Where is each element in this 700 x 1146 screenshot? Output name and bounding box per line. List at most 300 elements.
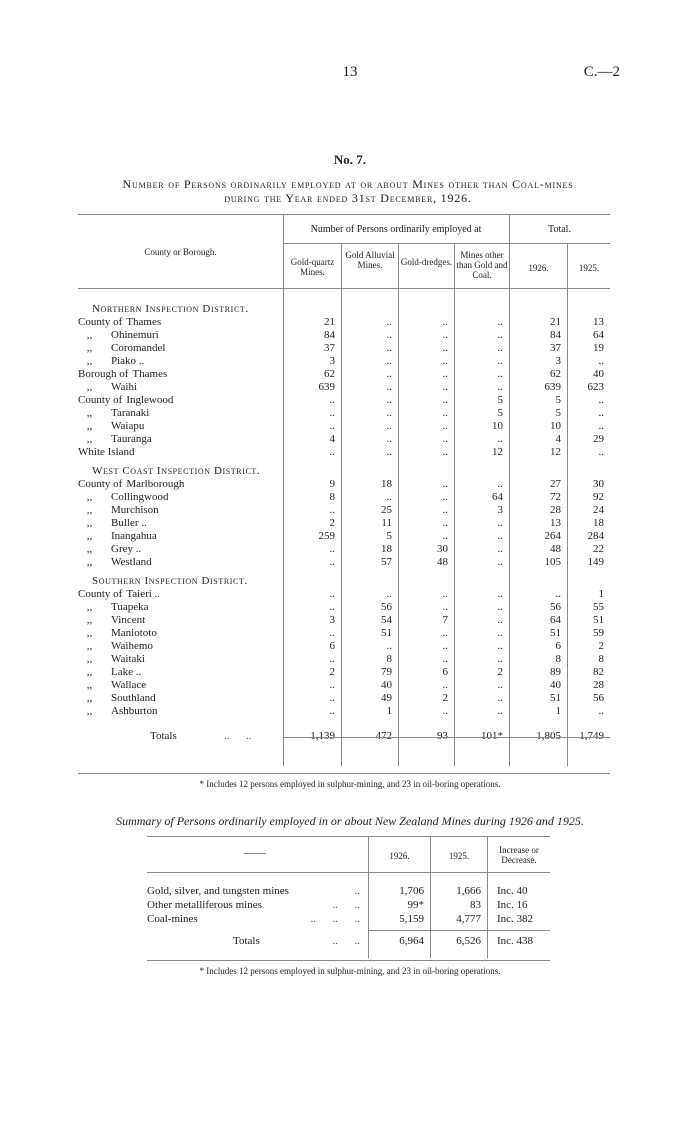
county-header: County or Borough. (144, 247, 217, 257)
table-row (78, 446, 610, 459)
row-value: 21 (324, 316, 335, 328)
row-name: Waihi (111, 381, 137, 393)
row-prefix: ,, (86, 491, 93, 503)
row-prefix: Borough of (78, 368, 129, 380)
row-value: .. (442, 679, 448, 691)
row-value: .. (497, 601, 503, 613)
row-value: 3 (329, 355, 335, 367)
row-value: 30 (593, 478, 604, 490)
summary-header-rule (147, 872, 550, 873)
row-name: Westland (111, 556, 152, 568)
row-value: .. (497, 543, 503, 555)
table-row (78, 316, 610, 329)
row-value: .. (497, 342, 503, 354)
row-value: 6 (329, 640, 335, 652)
row-value: 56 (381, 601, 392, 613)
summary-header-1925: 1925. (448, 851, 470, 861)
summary-1926-value: 1,706 (399, 885, 424, 897)
row-label (78, 446, 283, 459)
row-name: Waihemo (111, 640, 153, 652)
row-name: Wallace (111, 679, 147, 691)
table-row (78, 368, 610, 381)
row-value: .. (329, 407, 335, 419)
row-name: Inangahua (111, 530, 157, 542)
row-value: .. (497, 530, 503, 542)
row-value: 62 (324, 368, 335, 380)
row-value: .. (442, 381, 448, 393)
summary-row (147, 912, 550, 926)
section-heading: Northern Inspection District. (92, 303, 249, 315)
row-label (78, 355, 283, 368)
row-label (78, 478, 283, 491)
row-value: 56 (593, 692, 604, 704)
row-value: 105 (544, 556, 561, 568)
row-value: 27 (550, 478, 561, 490)
table-bottom-rule (78, 773, 610, 774)
row-name: Waitaki (111, 653, 145, 665)
section-heading: Southern Inspection District. (92, 575, 248, 587)
row-name: Collingwood (111, 491, 169, 503)
row-value: .. (329, 394, 335, 406)
summary-footnote: * Includes 12 persons employed in sulphur-mining, and 23 in oil-boring operations. (199, 966, 501, 976)
row-value: 3 (497, 504, 503, 516)
row-value: .. (442, 530, 448, 542)
row-value: .. (329, 627, 335, 639)
row-value: 84 (550, 329, 561, 341)
row-prefix: ,, (86, 407, 93, 419)
row-value: 48 (550, 543, 561, 555)
row-value: 18 (381, 478, 392, 490)
gold-dredges-header: Gold-dredges. (400, 257, 453, 267)
totals-label-text: Totals (150, 730, 177, 742)
row-value: .. (442, 368, 448, 380)
row-value: .. (442, 420, 448, 432)
table-row (78, 705, 610, 718)
row-value: 284 (587, 530, 604, 542)
row-value: 264 (544, 530, 561, 542)
row-value: .. (442, 433, 448, 445)
row-value: .. (329, 556, 335, 568)
row-value: .. (442, 640, 448, 652)
row-value: .. (598, 407, 604, 419)
row-value: .. (386, 381, 392, 393)
total-header-rule (509, 243, 610, 244)
row-label (78, 316, 283, 329)
summary-change-value: Inc. 40 (497, 885, 528, 897)
summary-label-text: Gold, silver, and tungsten mines (147, 885, 289, 897)
row-value: .. (497, 556, 503, 568)
row-prefix: ,, (86, 679, 93, 691)
other-mines-header: Mines other than Gold and Coal. (456, 250, 508, 280)
row-value: .. (442, 491, 448, 503)
row-value: 8 (329, 491, 335, 503)
summary-leader-dots: .. .. .. (310, 913, 360, 925)
row-value: .. (386, 329, 392, 341)
row-value: 5 (497, 407, 503, 419)
row-value: 64 (550, 614, 561, 626)
row-value: 79 (381, 666, 392, 678)
row-prefix: ,, (86, 705, 93, 717)
row-value: .. (386, 316, 392, 328)
row-value: 259 (318, 530, 335, 542)
row-name: Ohinemuri (111, 329, 159, 341)
summary-1926-value: 6,964 (399, 935, 424, 947)
row-value: 56 (550, 601, 561, 613)
row-value: .. (329, 692, 335, 704)
summary-row-label (147, 898, 368, 912)
table-row (78, 381, 610, 394)
row-label (78, 517, 283, 530)
row-prefix: ,, (86, 355, 93, 367)
table-row (78, 543, 610, 556)
row-value: 5 (555, 407, 561, 419)
row-value: .. (329, 601, 335, 613)
table-row (78, 478, 610, 491)
row-value: 5 (386, 530, 392, 542)
row-prefix: County of (78, 478, 123, 490)
row-value: .. (442, 446, 448, 458)
summary-totals-rule (368, 930, 550, 931)
row-value: .. (386, 407, 392, 419)
row-value: .. (497, 478, 503, 490)
row-value: .. (329, 504, 335, 516)
row-value: .. (386, 588, 392, 600)
row-value: .. (329, 679, 335, 691)
table-row (78, 640, 610, 653)
row-value: 6 (555, 640, 561, 652)
table-top-rule (78, 214, 610, 215)
row-label (78, 556, 283, 569)
row-value: .. (497, 679, 503, 691)
totals-value: 93 (437, 730, 448, 742)
row-label (78, 543, 283, 556)
row-value: 10 (492, 420, 503, 432)
row-name: Southland (111, 692, 156, 704)
row-value: .. (497, 705, 503, 717)
row-name: Inglewood (126, 394, 174, 406)
row-name: Coromandel (111, 342, 166, 354)
row-value: .. (497, 355, 503, 367)
row-name: Tuapeka (111, 601, 149, 613)
row-value: .. (386, 420, 392, 432)
row-label (78, 692, 283, 705)
row-value: 639 (318, 381, 335, 393)
row-label (78, 601, 283, 614)
row-value: 12 (550, 446, 561, 458)
row-value: .. (386, 394, 392, 406)
row-value: 40 (381, 679, 392, 691)
row-label (78, 381, 283, 394)
row-value: .. (497, 433, 503, 445)
row-name: Buller .. (111, 517, 147, 529)
row-value: 1 (386, 705, 392, 717)
row-label (78, 368, 283, 381)
row-value: 64 (492, 491, 503, 503)
table-row (78, 692, 610, 705)
row-value: .. (598, 446, 604, 458)
year-1925-header: 1925. (578, 263, 600, 273)
totals-value: 1,139 (310, 730, 335, 742)
row-label (78, 640, 283, 653)
table-number: No. 7. (333, 152, 367, 167)
table-row (78, 653, 610, 666)
row-label (78, 504, 283, 517)
row-prefix: ,, (86, 433, 93, 445)
row-value: 24 (593, 504, 604, 516)
row-value: .. (386, 368, 392, 380)
row-value: .. (497, 627, 503, 639)
row-label (78, 407, 283, 420)
table-row (78, 601, 610, 614)
row-label (78, 653, 283, 666)
row-value: .. (598, 420, 604, 432)
table-row (78, 504, 610, 517)
row-value: .. (497, 316, 503, 328)
row-prefix: ,, (86, 614, 93, 626)
row-value: .. (329, 705, 335, 717)
row-value: .. (329, 543, 335, 555)
row-value: .. (442, 705, 448, 717)
row-value: 40 (550, 679, 561, 691)
row-value: 5 (555, 394, 561, 406)
row-value: .. (442, 342, 448, 354)
row-value: .. (329, 420, 335, 432)
row-label (78, 394, 283, 407)
table-row (78, 394, 610, 407)
row-value: .. (386, 433, 392, 445)
summary-change-value: Inc. 382 (497, 913, 534, 925)
row-value: 2 (442, 692, 448, 704)
row-value: .. (598, 355, 604, 367)
row-value: 57 (381, 556, 392, 568)
row-prefix: ,, (86, 420, 93, 432)
row-value: .. (386, 355, 392, 367)
row-value: 28 (593, 679, 604, 691)
row-value: 64 (593, 329, 604, 341)
row-value: 3 (329, 614, 335, 626)
group-header-rule (283, 243, 509, 244)
row-value: 19 (593, 342, 604, 354)
row-prefix: County of (78, 316, 123, 328)
totals-rule (283, 737, 610, 738)
table-row (78, 614, 610, 627)
row-value: 51 (550, 627, 561, 639)
row-prefix: County of (78, 588, 123, 600)
section-heading-row (78, 303, 610, 316)
summary-row (147, 884, 550, 898)
table-title-line-1: Number of Persons ordinarily employed at or about Mines other than Coal-mines (122, 177, 574, 191)
row-value: .. (329, 588, 335, 600)
row-value: .. (497, 614, 503, 626)
row-value: .. (329, 653, 335, 665)
row-value: .. (497, 517, 503, 529)
row-value: 28 (550, 504, 561, 516)
row-value: .. (442, 316, 448, 328)
group-header: Number of Persons ordinarily employed at (310, 224, 482, 235)
row-value: 1 (555, 705, 561, 717)
row-value: 29 (593, 433, 604, 445)
row-value: 4 (555, 433, 561, 445)
summary-label-text: Other metalliferous mines (147, 899, 262, 911)
row-name: Marlborough (126, 478, 185, 490)
row-prefix: ,, (86, 543, 93, 555)
row-label (78, 530, 283, 543)
table-row (78, 588, 610, 601)
summary-title: Summary of Persons ordinarily employed in or about New Zealand Mines during 1926 and 1925. (116, 814, 584, 828)
summary-leader-dots: .. .. (332, 935, 360, 947)
row-value: 1 (598, 588, 604, 600)
row-value: 18 (381, 543, 392, 555)
totals-value: 472 (375, 730, 392, 742)
summary-row-label (147, 912, 368, 926)
row-value: 8 (555, 653, 561, 665)
row-value: 2 (329, 666, 335, 678)
table-title-line-2: during the Year ended 31st December, 1926. (224, 191, 472, 205)
row-name: Thames (126, 316, 162, 328)
row-prefix: ,, (86, 666, 93, 678)
row-value: 5 (497, 394, 503, 406)
row-value: .. (386, 491, 392, 503)
row-value: .. (329, 446, 335, 458)
row-value: 72 (550, 491, 561, 503)
row-value: 40 (593, 368, 604, 380)
row-value: 51 (550, 692, 561, 704)
summary-label-text: Totals (233, 935, 260, 947)
row-value: 21 (550, 316, 561, 328)
row-label (78, 433, 283, 446)
row-value: 54 (381, 614, 392, 626)
row-value: .. (386, 342, 392, 354)
row-name: Maniototo (111, 627, 157, 639)
table-row (78, 666, 610, 679)
row-prefix: ,, (86, 601, 93, 613)
summary-row-label (147, 884, 368, 898)
summary-1925-value: 6,526 (456, 935, 481, 947)
summary-1926-value: 5,159 (399, 913, 424, 925)
summary-top-rule (147, 836, 550, 837)
row-value: 48 (437, 556, 448, 568)
document-code: C.—2 (583, 64, 620, 80)
row-value: 13 (550, 517, 561, 529)
totals-value: 1,805 (536, 730, 561, 742)
summary-change-value: Inc. 16 (497, 899, 528, 911)
summary-row (147, 898, 550, 912)
totals-value: 1,749 (579, 730, 604, 742)
row-value: 6 (442, 666, 448, 678)
row-value: 51 (381, 627, 392, 639)
summary-header-change: Increase or Decrease. (499, 845, 539, 865)
row-value: 623 (587, 381, 604, 393)
row-prefix: ,, (86, 381, 93, 393)
table-row (78, 679, 610, 692)
row-label (78, 588, 283, 601)
row-name: Murchison (111, 504, 159, 516)
row-name: Lake .. (111, 666, 142, 678)
row-value: 149 (587, 556, 604, 568)
row-value: .. (497, 368, 503, 380)
row-value: 2 (329, 517, 335, 529)
table-row (78, 420, 610, 433)
row-value: 2 (497, 666, 503, 678)
row-prefix: ,, (86, 640, 93, 652)
row-prefix: ,, (86, 504, 93, 516)
header-bottom-rule (78, 288, 610, 289)
total-header: Total. (548, 224, 571, 235)
row-value: .. (442, 394, 448, 406)
row-value: .. (497, 653, 503, 665)
row-label (78, 329, 283, 342)
row-value: .. (497, 588, 503, 600)
row-value: .. (598, 705, 604, 717)
row-label (78, 614, 283, 627)
row-value: 3 (555, 355, 561, 367)
row-value: 11 (381, 517, 392, 529)
gold-alluvial-header: Gold Alluvial Mines. (345, 250, 395, 270)
table-row (78, 491, 610, 504)
row-value: 49 (381, 692, 392, 704)
row-prefix: ,, (86, 653, 93, 665)
summary-1925-value: 83 (470, 899, 481, 911)
summary-1926-value: 99* (407, 899, 424, 911)
row-value: 37 (324, 342, 335, 354)
totals-value: 101* (481, 730, 503, 742)
row-value: 62 (550, 368, 561, 380)
table-row (78, 517, 610, 530)
row-value: .. (442, 588, 448, 600)
summary-row-label (147, 934, 368, 948)
row-value: .. (386, 446, 392, 458)
row-value: 13 (593, 316, 604, 328)
section-heading-row (78, 575, 610, 588)
row-value: 8 (386, 653, 392, 665)
summary-header-1926: 1926. (389, 851, 410, 861)
row-value: .. (497, 640, 503, 652)
row-label (78, 679, 283, 692)
row-prefix: ,, (86, 329, 93, 341)
row-value: .. (442, 355, 448, 367)
row-value: 92 (593, 491, 604, 503)
row-value: 7 (442, 614, 448, 626)
gold-quartz-header: Gold-quartz Mines. (290, 257, 335, 277)
summary-label-text: Coal-mines (147, 913, 198, 925)
summary-1925-value: 1,666 (456, 885, 481, 897)
row-value: .. (386, 640, 392, 652)
row-label (78, 491, 283, 504)
row-value: 10 (550, 420, 561, 432)
row-label (78, 666, 283, 679)
table-row (78, 329, 610, 342)
row-label (78, 342, 283, 355)
row-prefix: ,, (86, 627, 93, 639)
table-row (78, 433, 610, 446)
totals-leader-dots: .. .. (224, 730, 252, 742)
row-value: 639 (544, 381, 561, 393)
row-value: .. (442, 627, 448, 639)
row-value: 89 (550, 666, 561, 678)
row-name: White Island (78, 446, 135, 458)
row-prefix: ,, (86, 530, 93, 542)
year-1926-header: 1926. (528, 263, 549, 273)
summary-leader-dots: .. (354, 885, 360, 897)
table-row (78, 556, 610, 569)
row-value: .. (497, 381, 503, 393)
summary-dash: —— (244, 847, 266, 859)
row-name: Thames (132, 368, 168, 380)
row-value: .. (555, 588, 561, 600)
row-value: .. (442, 407, 448, 419)
table-row (78, 530, 610, 543)
summary-1925-value: 4,777 (456, 913, 481, 925)
